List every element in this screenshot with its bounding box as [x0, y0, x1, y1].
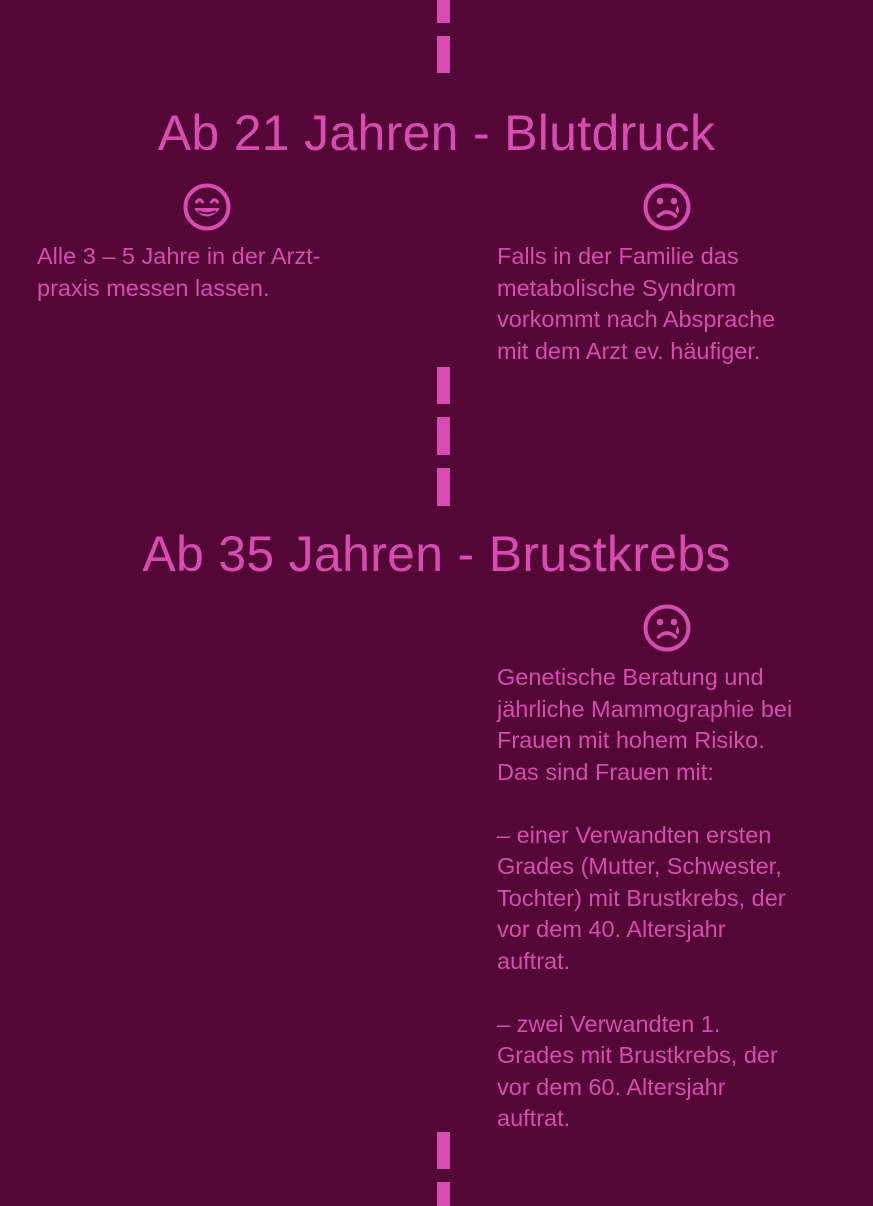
text-line: vor dem 40. Altersjahr: [497, 916, 726, 942]
timeline-dash: [437, 417, 450, 455]
text-line: Grades (Mutter, Schwester,: [497, 853, 782, 879]
text-line: metabolische Syndrom: [497, 274, 737, 301]
sad-face-icon: [642, 603, 692, 653]
text-line: Frauen mit hohem Risiko.: [497, 727, 765, 753]
text-line: Alle 3 – 5 Jahre in der Arzt-: [37, 243, 321, 269]
timeline-dash: [437, 36, 450, 73]
text-line: Grades mit Brustkrebs, der: [497, 1042, 778, 1068]
brustkrebs-risk-text: [497, 662, 867, 1135]
sad-face-icon: [642, 182, 692, 232]
text-line: auftrat.: [497, 1105, 571, 1131]
blutdruck-risk-text: [497, 241, 857, 367]
text-line: vorkommt nach Absprache: [497, 306, 776, 332]
section-heading-brustkrebs: Ab 35 Jahren - Brustkrebs: [142, 526, 731, 582]
text-line: praxis messen lassen.: [37, 274, 270, 301]
text-line: mit dem Arzt ev. häufiger.: [497, 337, 761, 364]
section-heading-blutdruck: Ab 21 Jahren - Blutdruck: [157, 105, 716, 161]
timeline-dash: [437, 0, 450, 23]
text-line: Tochter) mit Brustkrebs, der: [497, 884, 786, 911]
happy-face-icon: [182, 182, 232, 232]
timeline-dash: [437, 1132, 450, 1169]
text-line: vor dem 60. Altersjahr: [497, 1073, 726, 1100]
text-line: Genetische Beratung und: [497, 664, 764, 690]
text-line: – einer Verwandten ersten: [497, 821, 772, 848]
blutdruck-normal-text: [37, 241, 417, 304]
timeline-dash: [437, 1182, 450, 1206]
text-line: Das sind Frauen mit:: [497, 758, 714, 785]
text-line: Falls in der Familie das: [497, 243, 739, 269]
timeline-dash: [437, 468, 450, 506]
text-line: jährliche Mammographie bei: [497, 695, 793, 722]
text-line: – zwei Verwandten 1.: [497, 1010, 721, 1037]
text-line: auftrat.: [497, 947, 571, 974]
timeline-dash: [437, 367, 450, 404]
